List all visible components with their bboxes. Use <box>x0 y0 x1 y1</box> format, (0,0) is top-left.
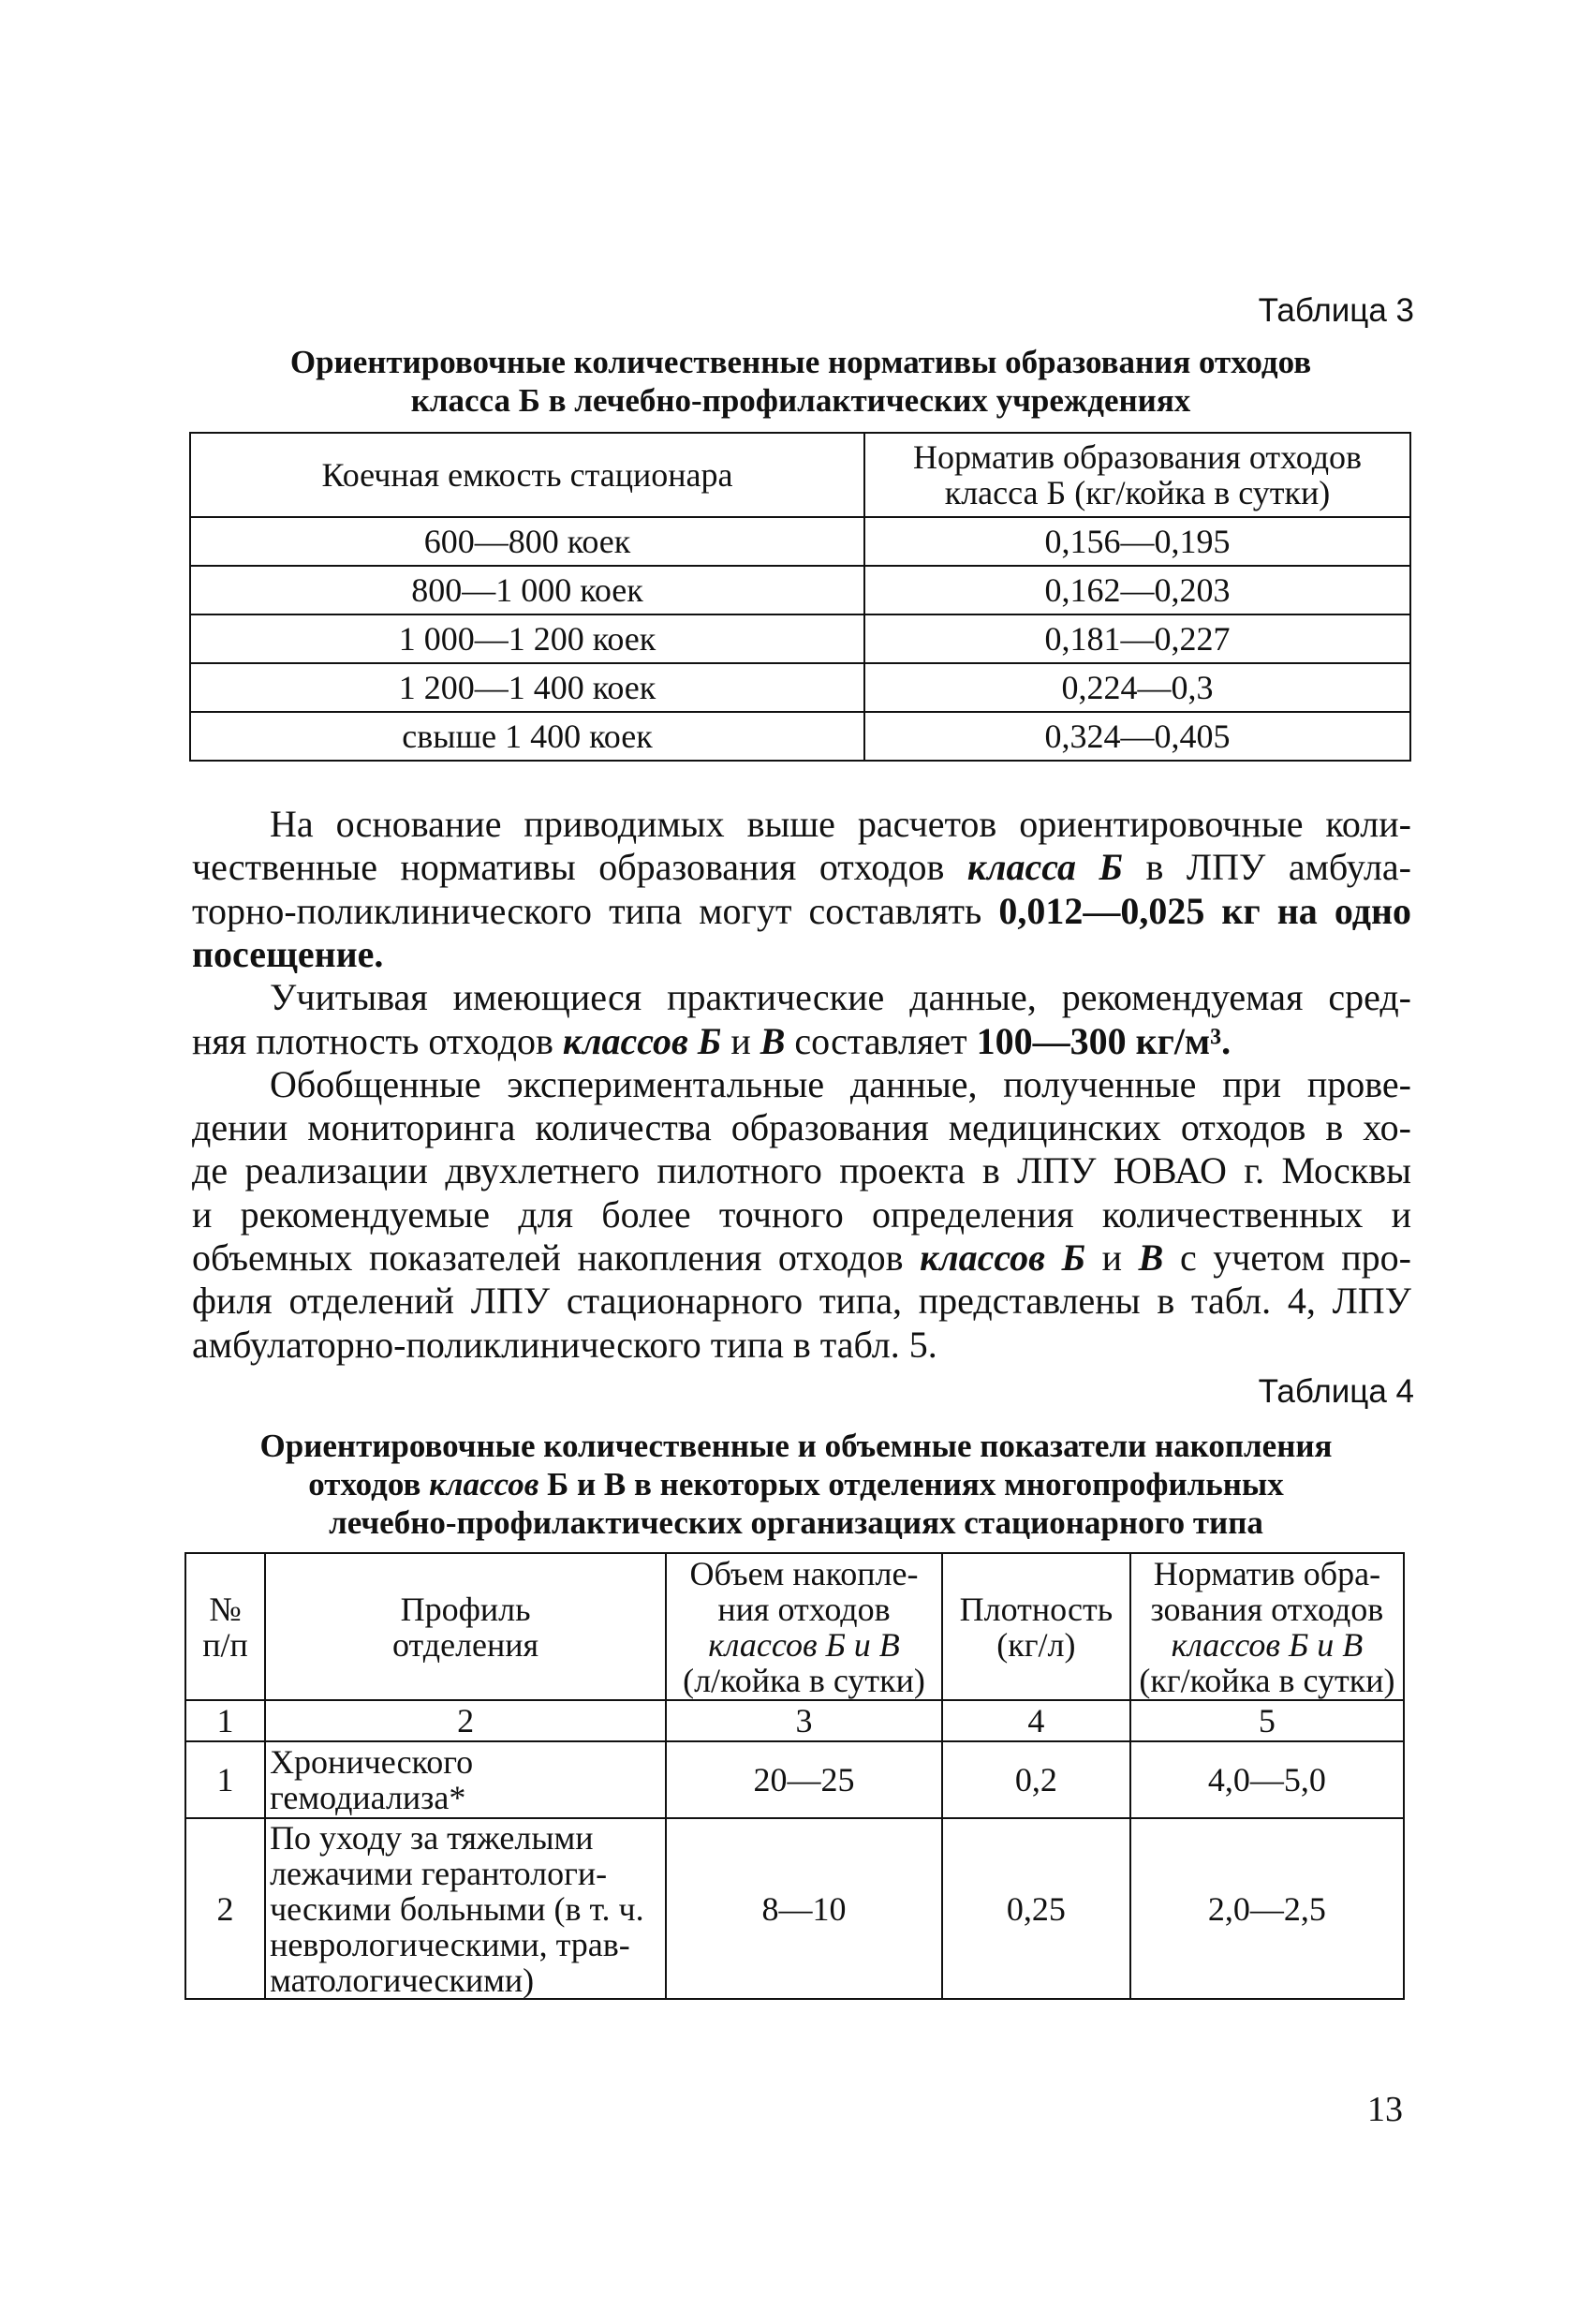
table-row <box>190 663 1410 712</box>
table-header-row <box>185 1553 1404 1700</box>
norm-cell: 2,0—2,5 <box>1130 1818 1404 1999</box>
page-number: 13 <box>1367 2090 1403 2129</box>
capacity-cell: свыше 1 400 коек <box>190 712 864 761</box>
text-segment: В <box>760 1019 786 1062</box>
paragraph-line <box>192 888 1411 934</box>
text-segment: дении мониторинга количества образования медицинских отходов в хо- <box>192 1106 1411 1149</box>
norm-cell: 0,156—0,195 <box>864 517 1410 566</box>
text-segment: класса Б <box>966 846 1123 889</box>
text-segment: с учетом про- <box>1163 1236 1412 1279</box>
header-line: Плотность <box>959 1590 1114 1628</box>
text-segment: и <box>1085 1236 1139 1279</box>
column-number-cell: 4 <box>942 1700 1130 1741</box>
number-cell: 2 <box>185 1818 265 1999</box>
text-segment: 100—300 кг/м³. <box>976 1019 1232 1062</box>
volume-cell: 8—10 <box>666 1818 942 1999</box>
norm-cell: 0,181—0,227 <box>864 614 1410 663</box>
capacity-cell: 600—800 коек <box>190 517 864 566</box>
table-4-title <box>183 1427 1409 1542</box>
table-row <box>190 566 1410 614</box>
header-cell <box>265 1553 666 1700</box>
text-segment: в ЛПУ амбула- <box>1122 846 1411 889</box>
header-line: Профиль <box>400 1590 531 1628</box>
header-cell <box>942 1553 1130 1700</box>
text-segment: составляет <box>785 1019 977 1062</box>
paragraph-line <box>270 1061 1411 1107</box>
table-4-title-line <box>183 1465 1409 1503</box>
header-line: (кг/койка в сутки) <box>1139 1661 1395 1699</box>
text-segment: В <box>596 1466 635 1502</box>
header-line: (кг/л) <box>996 1625 1076 1664</box>
header-cell <box>1130 1553 1404 1700</box>
text-segment: объемных показателей накопления отходов <box>192 1236 921 1279</box>
header-line: классов Б и В <box>708 1625 900 1664</box>
table-3 <box>189 432 1411 762</box>
table-header-row <box>190 433 1410 517</box>
text-segment: амбулаторно-поликлинического типа в табл. 5. <box>192 1323 937 1366</box>
text-segment: чественные нормативы образования отходов <box>192 846 967 889</box>
norm-cell: 4,0—5,0 <box>1130 1741 1404 1818</box>
paragraph-line <box>192 1322 1411 1368</box>
column-number-cell: 1 <box>185 1700 265 1741</box>
text-segment: няя плотность отходов <box>192 1019 563 1062</box>
table-4-title-line <box>183 1427 1409 1465</box>
text-segment: и <box>576 1466 597 1502</box>
table-row <box>190 712 1410 761</box>
table-3-title-line: класса Б в лечебно-профилактических учреждениях <box>410 382 1191 419</box>
table-3-label: Таблица 3 <box>1258 292 1414 329</box>
norm-cell: 0,224—0,3 <box>864 663 1410 712</box>
text-segment: Б <box>538 1466 577 1502</box>
paragraph-line <box>192 844 1411 890</box>
text-segment: торно-поликлинического типа могут составлять <box>192 889 999 932</box>
text-segment: в некоторых отделениях многопрофильных <box>634 1466 1284 1502</box>
text-segment: и <box>721 1019 760 1062</box>
table-4 <box>184 1552 1405 2000</box>
paragraph-line <box>270 801 1411 847</box>
capacity-cell: 1 200—1 400 коек <box>190 663 864 712</box>
text-segment: лечебно-профилактических организациях стационарного типа <box>329 1504 1263 1541</box>
text-segment: отходов <box>308 1466 430 1502</box>
column-number-cell: 3 <box>666 1700 942 1741</box>
header-line: № <box>209 1590 242 1628</box>
norm-cell: 0,162—0,203 <box>864 566 1410 614</box>
capacity-cell: 800—1 000 коек <box>190 566 864 614</box>
header-cell: Норматив образования отходов класса Б (кг/койка в сутки) <box>864 433 1410 517</box>
column-number-cell: 5 <box>1130 1700 1404 1741</box>
text-segment: классов Б <box>920 1236 1086 1279</box>
paragraph-line <box>192 1235 1411 1280</box>
header-line: классов Б и В <box>1171 1625 1364 1664</box>
density-cell: 0,25 <box>942 1818 1130 1999</box>
paragraph-line <box>192 1147 1411 1193</box>
text-segment: В <box>1138 1236 1164 1279</box>
volume-cell: 20—25 <box>666 1741 942 1818</box>
text-segment: де реализации двухлетнего пилотного проекта в ЛПУ ЮВАО г. Москвы <box>192 1149 1411 1192</box>
number-cell: 1 <box>185 1741 265 1818</box>
header-cell <box>185 1553 265 1700</box>
header-line: ния отходов <box>717 1590 891 1628</box>
profile-cell: По уходу за тяжелыми лежачими герантологи- ческими больными (в т. ч. неврологическими, трав- матологическими) <box>265 1818 666 1999</box>
paragraph-line <box>192 1192 1411 1237</box>
paragraph-line <box>192 1104 1411 1150</box>
table-row <box>190 614 1410 663</box>
header-line: Норматив обра- <box>1153 1554 1381 1592</box>
table-row <box>190 517 1410 566</box>
header-line: Объем накопле- <box>689 1554 919 1592</box>
table-3-title <box>187 343 1414 420</box>
text-segment: филя отделений ЛПУ стационарного типа, представлены в табл. 4, ЛПУ <box>192 1280 1411 1323</box>
text-segment: На основание приводимых выше расчетов ориентировочные коли- <box>270 803 1411 845</box>
text-segment: и рекомендуемые для более точного определения количественных и <box>192 1192 1411 1236</box>
table-row <box>185 1741 1404 1818</box>
text-segment: 0,012—0,025 кг на одно <box>998 889 1412 932</box>
paragraph-line <box>270 974 1411 1020</box>
header-line: отделения <box>392 1625 539 1664</box>
text-segment: классов Б <box>562 1019 722 1062</box>
text-segment: Ориентировочные количественные и объемные показатели накопления <box>259 1428 1333 1464</box>
text-segment: классов <box>429 1466 539 1502</box>
table-4-label: Таблица 4 <box>1258 1373 1414 1410</box>
density-cell: 0,2 <box>942 1741 1130 1818</box>
header-cell: Коечная емкость стационара <box>190 433 864 517</box>
text-segment: Обобщенные экспериментальные данные, полученные при прове- <box>270 1062 1411 1105</box>
text-segment: Учитывая имеющиеся практические данные, рекомендуемая сред- <box>270 976 1411 1019</box>
paragraph-line <box>192 931 1411 977</box>
table-3-title-line: Ориентировочные количественные нормативы образования отходов <box>289 344 1312 380</box>
column-number-cell: 2 <box>265 1700 666 1741</box>
header-line: зования отходов <box>1150 1590 1384 1628</box>
header-cell <box>666 1553 942 1700</box>
table-4-title-line <box>183 1503 1409 1542</box>
capacity-cell: 1 000—1 200 коек <box>190 614 864 663</box>
column-number-row <box>185 1700 1404 1741</box>
paragraph-line <box>192 1018 1411 1064</box>
header-line: (л/койка в сутки) <box>683 1661 925 1699</box>
table-row <box>185 1818 1404 1999</box>
text-segment: посещение. <box>192 932 384 975</box>
header-line: п/п <box>202 1625 248 1664</box>
norm-cell: 0,324—0,405 <box>864 712 1410 761</box>
profile-cell: Хронического гемодиализа* <box>265 1741 666 1818</box>
paragraph-line <box>192 1278 1411 1324</box>
